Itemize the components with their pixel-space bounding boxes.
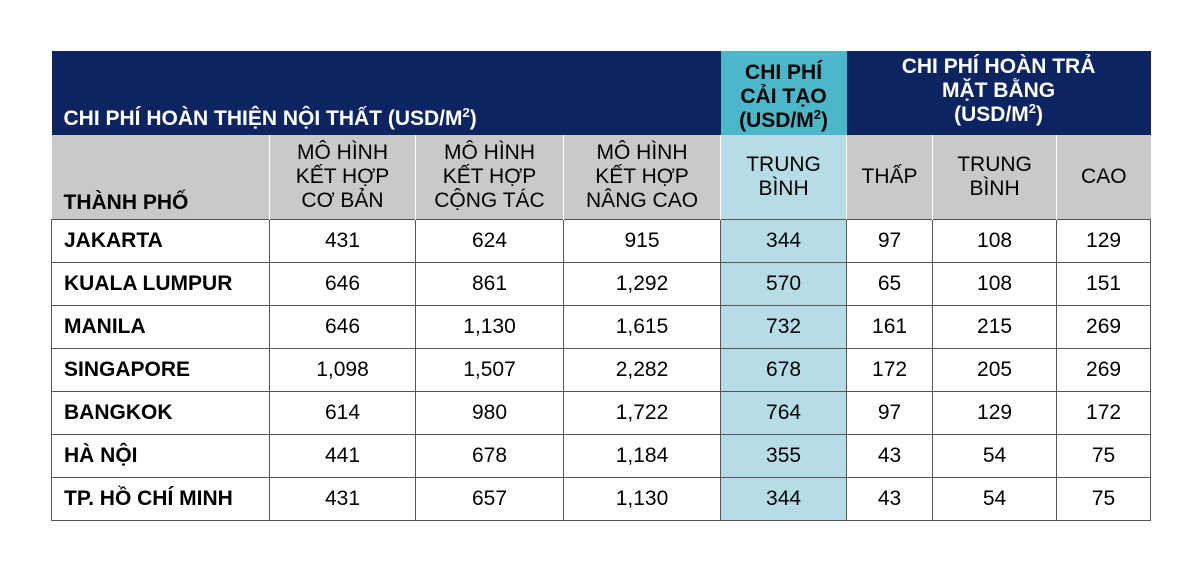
basic-cell: 431 xyxy=(270,220,416,263)
city-cell: JAKARTA xyxy=(52,220,270,263)
table-row xyxy=(52,392,1151,435)
table-row xyxy=(52,263,1151,306)
high-cell: 269 xyxy=(1057,349,1151,392)
renovation-cell: 732 xyxy=(721,306,847,349)
header-row-top xyxy=(52,51,1151,135)
basic-cell: 431 xyxy=(270,478,416,521)
city-column-header: THÀNH PHỐ xyxy=(52,135,270,220)
restoration-cost-header: CHI PHÍ HOÀN TRẢ MẶT BẰNG $(USD/M^2)$ xyxy=(847,51,1151,135)
basic-cell: 646 xyxy=(270,306,416,349)
renovation-average-header: TRUNG BÌNH xyxy=(721,135,847,220)
basic-model-header: MÔ HÌNH KẾT HỢP CƠ BẢN xyxy=(270,135,416,220)
table-row xyxy=(52,435,1151,478)
high-cell: 75 xyxy=(1057,435,1151,478)
city-cell: TP. HỒ CHÍ MINH xyxy=(52,478,270,521)
low-cell: 97 xyxy=(847,392,933,435)
advanced-model-header: MÔ HÌNH KẾT HỢP NÂNG CAO xyxy=(564,135,721,220)
renovation-cell: 570 xyxy=(721,263,847,306)
renovation-cost-header: CHI PHÍ CẢI TẠO $(USD/M^2)$ xyxy=(721,51,847,135)
basic-cell: 614 xyxy=(270,392,416,435)
collab-cell: 861 xyxy=(416,263,564,306)
low-cell: 65 xyxy=(847,263,933,306)
table-row xyxy=(52,478,1151,521)
collab-model-header: MÔ HÌNH KẾT HỢP CỘNG TÁC xyxy=(416,135,564,220)
collab-cell: 678 xyxy=(416,435,564,478)
high-cell: 151 xyxy=(1057,263,1151,306)
renovation-cell: 764 xyxy=(721,392,847,435)
mid-cell: 108 xyxy=(933,220,1057,263)
basic-cell: 441 xyxy=(270,435,416,478)
advanced-cell: 2,282 xyxy=(564,349,721,392)
mid-cell: 108 xyxy=(933,263,1057,306)
collab-cell: 1,130 xyxy=(416,306,564,349)
collab-cell: 624 xyxy=(416,220,564,263)
high-cell: 172 xyxy=(1057,392,1151,435)
high-cell: 75 xyxy=(1057,478,1151,521)
city-cell: SINGAPORE xyxy=(52,349,270,392)
advanced-cell: 1,184 xyxy=(564,435,721,478)
table-row xyxy=(52,220,1151,263)
low-cell: 43 xyxy=(847,478,933,521)
table-row xyxy=(52,306,1151,349)
advanced-cell: 915 xyxy=(564,220,721,263)
city-cell: BANGKOK xyxy=(52,392,270,435)
city-cell: HÀ NỘI xyxy=(52,435,270,478)
advanced-cell: 1,722 xyxy=(564,392,721,435)
basic-cell: 1,098 xyxy=(270,349,416,392)
mid-cell: 205 xyxy=(933,349,1057,392)
mid-cell: 54 xyxy=(933,478,1057,521)
mid-cell: 215 xyxy=(933,306,1057,349)
low-cell: 172 xyxy=(847,349,933,392)
high-cell: 269 xyxy=(1057,306,1151,349)
table-row xyxy=(52,349,1151,392)
renovation-cell: 678 xyxy=(721,349,847,392)
renovation-cell: 355 xyxy=(721,435,847,478)
basic-cell: 646 xyxy=(270,263,416,306)
fitout-cost-header: CHI PHÍ HOÀN THIỆN NỘI THẤT $(USD/M^2)$ xyxy=(52,51,721,135)
advanced-cell: 1,130 xyxy=(564,478,721,521)
advanced-cell: 1,615 xyxy=(564,306,721,349)
collab-cell: 980 xyxy=(416,392,564,435)
low-cell: 43 xyxy=(847,435,933,478)
renovation-cell: 344 xyxy=(721,478,847,521)
restoration-low-header: THẤP xyxy=(847,135,933,220)
restoration-high-header: CAO xyxy=(1057,135,1151,220)
high-cell: 129 xyxy=(1057,220,1151,263)
renovation-cell: 344 xyxy=(721,220,847,263)
collab-cell: 657 xyxy=(416,478,564,521)
city-cell: KUALA LUMPUR xyxy=(52,263,270,306)
header-row-sub xyxy=(52,135,1151,220)
city-cell: MANILA xyxy=(52,306,270,349)
mid-cell: 129 xyxy=(933,392,1057,435)
restoration-mid-header: TRUNG BÌNH xyxy=(933,135,1057,220)
mid-cell: 54 xyxy=(933,435,1057,478)
collab-cell: 1,507 xyxy=(416,349,564,392)
cost-table xyxy=(51,51,1151,521)
low-cell: 97 xyxy=(847,220,933,263)
advanced-cell: 1,292 xyxy=(564,263,721,306)
low-cell: 161 xyxy=(847,306,933,349)
